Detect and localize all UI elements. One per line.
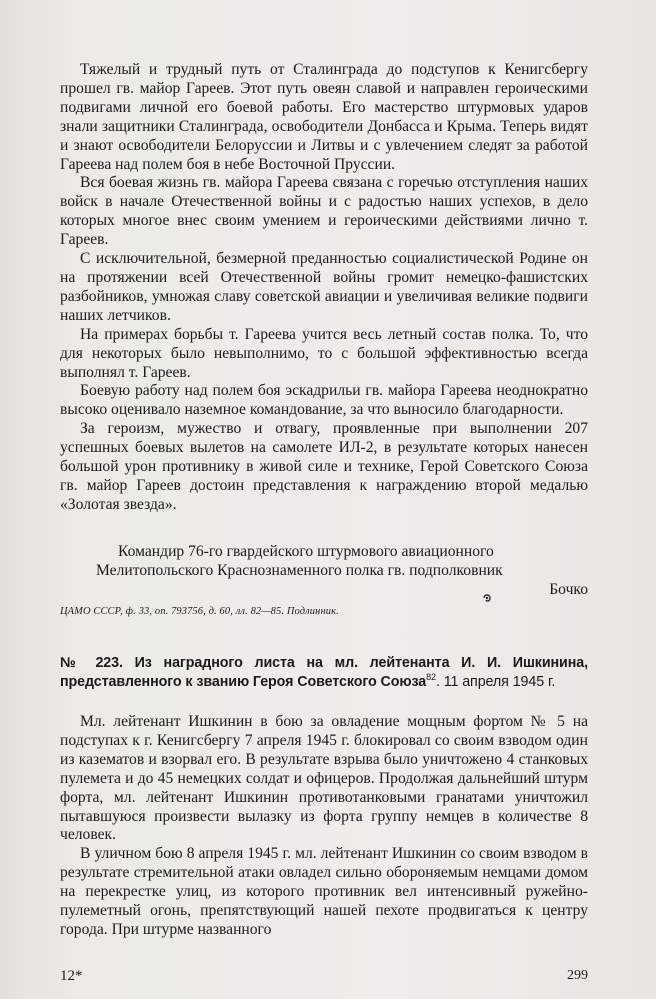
paragraph: В уличном бою 8 апреля 1945 г. мл. лейтенант Ишкинин со своим взводом в результате стремительной атаки овладел сильно обороняемым немцами домом на перекрестке улиц, из которого противник вел интенсивный ружейно-пулеметный огонь, препятствующий нашей пехоте продвигаться к центру города. При штурме названного <box>60 845 588 938</box>
award-text-top <box>60 61 588 515</box>
signature-mark: 12* <box>60 968 83 984</box>
paragraph: Тяжелый и трудный путь от Сталинграда до подступов к Кенигсбергу прошел гв. майор Гареев. Этот путь овеян славой и направлен героическими подвигами личной его боевой работы. Его мастерство штурмовых ударов знали защитники Сталинграда, освободители Донбасса и Крыма. Теперь видят и знают освободители Белоруссии и Литвы и с увлечением следят за работой Гареева над полем боя в небе Восточной Пруссии. <box>60 61 588 173</box>
footnote-ref: 82 <box>426 672 436 683</box>
heading-date: . 11 апреля 1945 г. <box>435 674 556 690</box>
paragraph: С исключительной, безмерной преданностью социалистической Родине он на протяжении всей Отечественной войны громит немецко-фашистских разбойников, умножая славу советской авиации и увеличивая великие подвиги наших летчиков. <box>60 250 588 324</box>
signature-line: Мелитопольского Краснознаменного полка гв. подполковник <box>96 561 503 579</box>
paragraph: Мл. лейтенант Ишкинин в бою за овладение мощным фортом № 5 на подступах к г. Кенигсбергу 7 апреля 1945 г. блокировал со своим взводом один из казематов и взорвал его. В результате взрыва было уничтожено 4 станковых пулемета и до 45 немецких солдат и офицеров. Продолжая дальнейший штурм форта, мл. лейтенант Ишкинин противотанковыми гранатами уничтожил пытавшуюся произвести вылазку из форта группу немцев в количестве 8 человек. <box>60 713 588 844</box>
page-number: 299 <box>567 968 588 983</box>
paper-speck <box>480 591 494 605</box>
commander-signature <box>60 543 588 600</box>
document-heading <box>60 654 588 692</box>
signature-name: Бочко <box>549 580 588 598</box>
paragraph: Вся боевая жизнь гв. майора Гареева связана с горечью отступления наших войск в начале Отечественной войны и с радостью наших успехов, в дело которых многое внес своим умением и героическими действиями лично т. Гареев. <box>60 174 588 249</box>
heading-text: № 223. Из наградного листа на мл. лейтенанта И. И. Ишкинина, представленного к званию Героя Советского Союза <box>60 655 588 690</box>
archive-source: ЦАМО СССР, ф. 33, оп. 793756, д. 60, лл. 82—85. Подлинник. <box>60 606 339 617</box>
award-text-bottom <box>60 713 588 940</box>
paragraph: Боевую работу над полем боя эскадрильи гв. майора Гареева неоднократно высоко оценивало наземное командование, за что выносило благодарности. <box>60 382 588 419</box>
signature-line: Командир 76-го гвардейского штурмового авиационного <box>118 543 494 560</box>
paragraph: За героизм, мужество и отвагу, проявленные при выполнении 207 успешных боевых вылетов на самолете ИЛ-2, в результате которых нанесен большой урон противнику в живой силе и технике, Герой Советского Союза гв. майор Гареев достоин представления к награждению второй медалью «Золотая звезда». <box>60 420 588 513</box>
paragraph: На примерах борьбы т. Гареева учится весь летный состав полка. То, что для некоторых было невыполнимо, то с большой эффективностью всегда выполнял т. Гареев. <box>60 325 588 381</box>
